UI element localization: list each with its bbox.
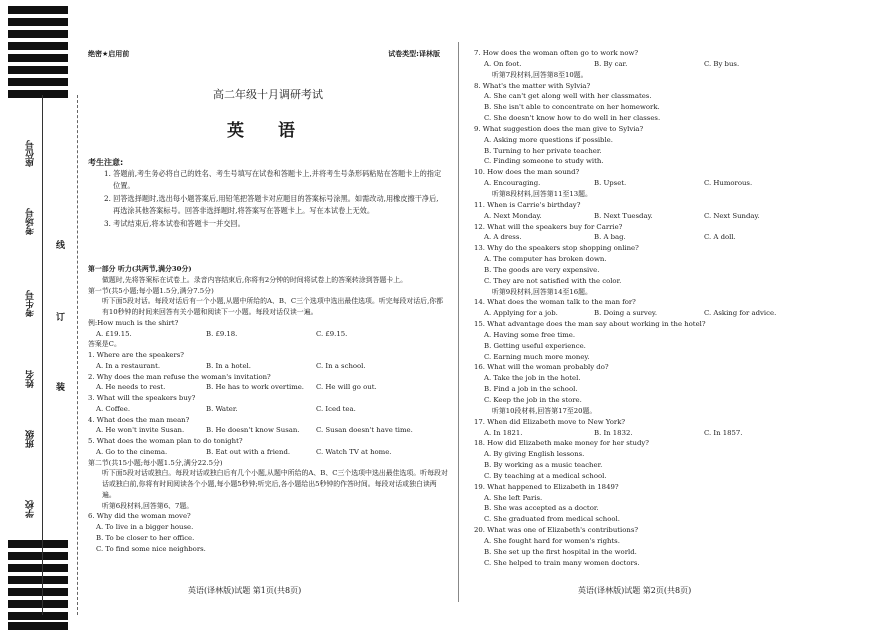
option: B. The goods are very expensive. — [484, 265, 600, 274]
section1-intro: 听下面5段对话。每段对话后有一个小题,从题中所给的A、B、C三个选项中选出最佳选项。听完每段对话后,你都有10秒钟的时间来回答有关小题和阅读下一小题。每段对话仅读一遍。 — [102, 297, 444, 316]
option: A. To live in a bigger house. — [96, 523, 194, 531]
dashed-cut-line — [70, 0, 86, 630]
option: C. Next Sunday. — [704, 211, 760, 220]
option: C. Iced tea. — [316, 404, 356, 413]
option: B. He has to work overtime. — [206, 383, 304, 392]
option: B. To be closer to her office. — [96, 533, 195, 542]
options-row — [88, 382, 448, 393]
question: 7. How does the woman often go to work now? — [474, 49, 639, 57]
option: C. To find some nice neighbors. — [96, 544, 206, 553]
question: 5. What does the woman plan to do tonight? — [88, 437, 243, 445]
field-school: 学校 — [26, 500, 36, 518]
option: C. Watch TV at home. — [316, 447, 392, 456]
field-exam-room: 考场号 — [26, 208, 36, 235]
notes-heading: 考生注意: — [88, 158, 124, 167]
material-instruction: 听第10段材料,回答第17至20题。 — [492, 406, 597, 415]
option: C. Finding someone to study with. — [484, 157, 604, 166]
question: 15. What advantage does the man say about working in the hotel? — [474, 320, 706, 329]
option: A. Coffee. — [96, 404, 131, 413]
option: B. He doesn't know Susan. — [206, 426, 300, 435]
note-item: 3. 考试结束后,将本试卷和答题卡一并交回。 — [104, 218, 245, 228]
question: 20. What was one of Elizabeth's contributions? — [474, 526, 639, 535]
option: B. By working as a music teacher. — [484, 461, 603, 470]
option: A. The computer has broken down. — [484, 255, 607, 264]
options-row — [474, 232, 844, 243]
option: A. She fought hard for women's rights. — [484, 536, 620, 545]
example-answer: 答案是C。 — [88, 340, 121, 349]
option: A. Applying for a job. — [484, 309, 558, 318]
option: A. Encouraging. — [484, 179, 541, 188]
option: C. They are not satisfied with the color. — [484, 276, 622, 285]
option: B. Getting useful experience. — [484, 341, 586, 350]
exam-type-label: 试卷类型:译林版 — [388, 50, 440, 58]
option: C. She graduated from medical school. — [484, 515, 620, 524]
option: B. A bag. — [594, 233, 626, 242]
option: B. Find a job in the school. — [484, 385, 578, 394]
question: 8. What's the matter with Sylvia? — [474, 81, 591, 90]
note-item: 2. 回答选择题时,选出每小题答案后,用铅笔把答题卡对应题目的答案标号涂黑。如需改动,用橡皮擦干净后,再选涂其他答案标号。回答非选择题时,将答案写在答题卡上。写在本试卷上无效。 — [104, 193, 439, 216]
binding-stripe — [8, 42, 68, 50]
material-instruction: 听第9段材料,回答第14至16题。 — [492, 287, 592, 296]
material-instruction: 听第8段材料,回答第11至13题。 — [492, 189, 592, 198]
option: A. A dress. — [484, 233, 522, 242]
cut-mark-pack: 装 — [56, 383, 66, 393]
option: A. She can't get along well with her classmates. — [484, 92, 652, 101]
option: B. Turning to her private teacher. — [484, 146, 602, 155]
cut-mark-bind: 订 — [56, 313, 66, 323]
question: 17. When did Elizabeth move to New York? — [474, 417, 626, 426]
binding-line — [42, 95, 43, 615]
binding-stripe — [8, 18, 68, 26]
options-row — [474, 211, 844, 222]
option: B. Upset. — [594, 179, 627, 188]
options-row — [474, 308, 844, 319]
exam-title: 高二年级十月调研考试 — [213, 88, 323, 101]
part1-intro: 做题时,先将答案标在试卷上。录音内容结束后,你将有2分钟的时间将试卷上的答案转涂到答题卡上。 — [102, 275, 408, 284]
option: A. By giving English lessons. — [484, 450, 585, 459]
field-name: 姓名 — [26, 370, 36, 388]
question: 4. What does the man mean? — [88, 415, 190, 424]
subject-title: 英 语 — [227, 121, 309, 141]
binding-stripe — [8, 30, 68, 38]
question: 13. Why do the speakers stop shopping online? — [474, 244, 639, 253]
option: A. She left Paris. — [484, 493, 543, 502]
question: 18. How did Elizabeth make money for her study? — [474, 439, 649, 448]
option: C. She helped to train many women doctors. — [484, 558, 640, 567]
option: C. Susan doesn't have time. — [316, 426, 413, 435]
option: B. She isn't able to concentrate on her homework. — [484, 103, 660, 112]
field-candidate-number: 考生号 — [26, 290, 36, 317]
option: B. Doing a survey. — [594, 309, 658, 318]
note-item: 1. 答题前,考生务必将自己的姓名、考生号填写在试卷和答题卡上,并将考生号条形码粘贴在答题卡上的指定位置。 — [104, 169, 442, 191]
option: C. Asking for advice. — [704, 309, 777, 318]
option: A. He won't invite Susan. — [96, 426, 185, 435]
option: C. A doll. — [704, 233, 736, 242]
field-seat-number: 座位号 — [26, 140, 36, 167]
binding-stripe — [8, 588, 68, 596]
option: B. Eat out with a friend. — [206, 447, 291, 456]
option: A. In 1821. — [484, 428, 523, 437]
option: C. He will go out. — [316, 383, 377, 392]
example-question: 例:How much is the shirt? — [88, 318, 179, 327]
question: 11. When is Carrie's birthday? — [474, 200, 581, 209]
binding-stripe — [8, 90, 68, 98]
options-row — [88, 361, 448, 372]
field-class: 班级 — [26, 430, 36, 448]
question: 3. What will the speakers buy? — [88, 394, 196, 402]
options-row — [88, 425, 448, 436]
question: 1. Where are the speakers? — [88, 351, 184, 359]
option: C. £9.15. — [316, 329, 348, 338]
option: B. By car. — [594, 59, 628, 68]
binding-stripe — [8, 6, 68, 14]
options-row — [88, 404, 448, 415]
binding-stripe — [8, 66, 68, 74]
column-divider — [458, 42, 459, 602]
options-row — [88, 447, 448, 458]
material-6: 听第6段材料,回答第6、7题。 — [102, 501, 194, 510]
option: C. By bus. — [704, 59, 740, 68]
page-left — [88, 0, 448, 630]
binding-stripe — [8, 576, 68, 584]
binding-stripe — [8, 54, 68, 62]
option: B. In a hotel. — [206, 361, 251, 370]
question-6: 6. Why did the woman move? — [88, 512, 191, 521]
option: C. By teaching at a medical school. — [484, 471, 607, 480]
question: 16. What will the woman probably do? — [474, 363, 609, 372]
options-row — [474, 428, 844, 439]
example-options — [88, 329, 448, 340]
question: 14. What does the woman talk to the man for? — [474, 298, 636, 307]
option: A. On foot. — [484, 59, 522, 68]
option: C. In 1857. — [704, 428, 743, 437]
page-right — [474, 0, 844, 630]
binding-stripe — [8, 612, 68, 620]
questions-7-20 — [474, 48, 844, 569]
section2-intro: 听下面5段对话或独白。每段对话或独白后有几个小题,从题中所给的A、B、C三个选项中选出最佳选项。听每段对话或独白前,你将有时间阅读各个小题,每小题5秒钟;听完后,各小题给出5秒钟的作答时间。每段对话或独白读两遍。 — [102, 469, 448, 499]
confidential-label: 绝密★启用前 — [88, 50, 130, 58]
option: A. Having some free time. — [484, 330, 576, 339]
section1-heading: 第一节(共5小题;每小题1.5分,满分7.5分) — [88, 286, 214, 295]
option: A. In a restaurant. — [96, 361, 161, 370]
question: 12. What will the speakers buy for Carrie? — [474, 222, 623, 231]
option: B. She set up the first hospital in the world. — [484, 547, 637, 556]
binding-stripe — [8, 600, 68, 608]
option: C. She doesn't know how to do well in her classes. — [484, 114, 661, 123]
option: C. Humorous. — [704, 179, 753, 188]
option: A. £19.15. — [96, 329, 132, 338]
option: B. In 1832. — [594, 428, 633, 437]
option: A. Next Monday. — [484, 211, 542, 220]
part1-heading: 第一部分 听力(共两节,满分30分) — [88, 265, 192, 273]
option: B. Water. — [206, 404, 238, 413]
option: A. Take the job in the hotel. — [484, 374, 581, 383]
options-row — [474, 178, 844, 189]
option: A. Go to the cinema. — [96, 447, 168, 456]
question: 19. What happened to Elizabeth in 1849? — [474, 482, 619, 491]
option: A. He needs to rest. — [96, 383, 166, 392]
option: C. In a school. — [316, 361, 366, 370]
cut-mark-line: 线 — [56, 241, 66, 251]
section2-heading: 第二节(共15小题;每小题1.5分,满分22.5分) — [88, 458, 223, 467]
option: C. Earning much more money. — [484, 352, 590, 361]
option: B. She was accepted as a doctor. — [484, 504, 599, 513]
page-footer-right: 英语(译林版)试题 第2页(共8页) — [578, 586, 692, 595]
binding-stripe — [8, 622, 68, 630]
binding-stripe — [8, 78, 68, 86]
material-instruction: 听第7段材料,回答第8至10题。 — [492, 70, 588, 79]
binding-stripe — [8, 552, 68, 560]
binding-stripe — [8, 540, 68, 548]
questions-1-5 — [88, 350, 448, 458]
question: 2. Why does the man refuse the woman's invitation? — [88, 372, 271, 381]
option: B. £9.18. — [206, 329, 238, 338]
option: C. Keep the job in the store. — [484, 396, 582, 404]
question: 10. How does the man sound? — [474, 168, 580, 177]
option: B. Next Tuesday. — [594, 211, 653, 220]
part1-listening — [88, 264, 448, 554]
binding-stripe — [8, 564, 68, 572]
options-row — [474, 59, 844, 70]
option: A. Asking more questions if possible. — [484, 135, 613, 144]
page-footer-left: 英语(译林版)试题 第1页(共8页) — [188, 586, 302, 595]
notes-list — [104, 168, 444, 230]
question: 9. What suggestion does the man give to Sylvia? — [474, 124, 644, 133]
